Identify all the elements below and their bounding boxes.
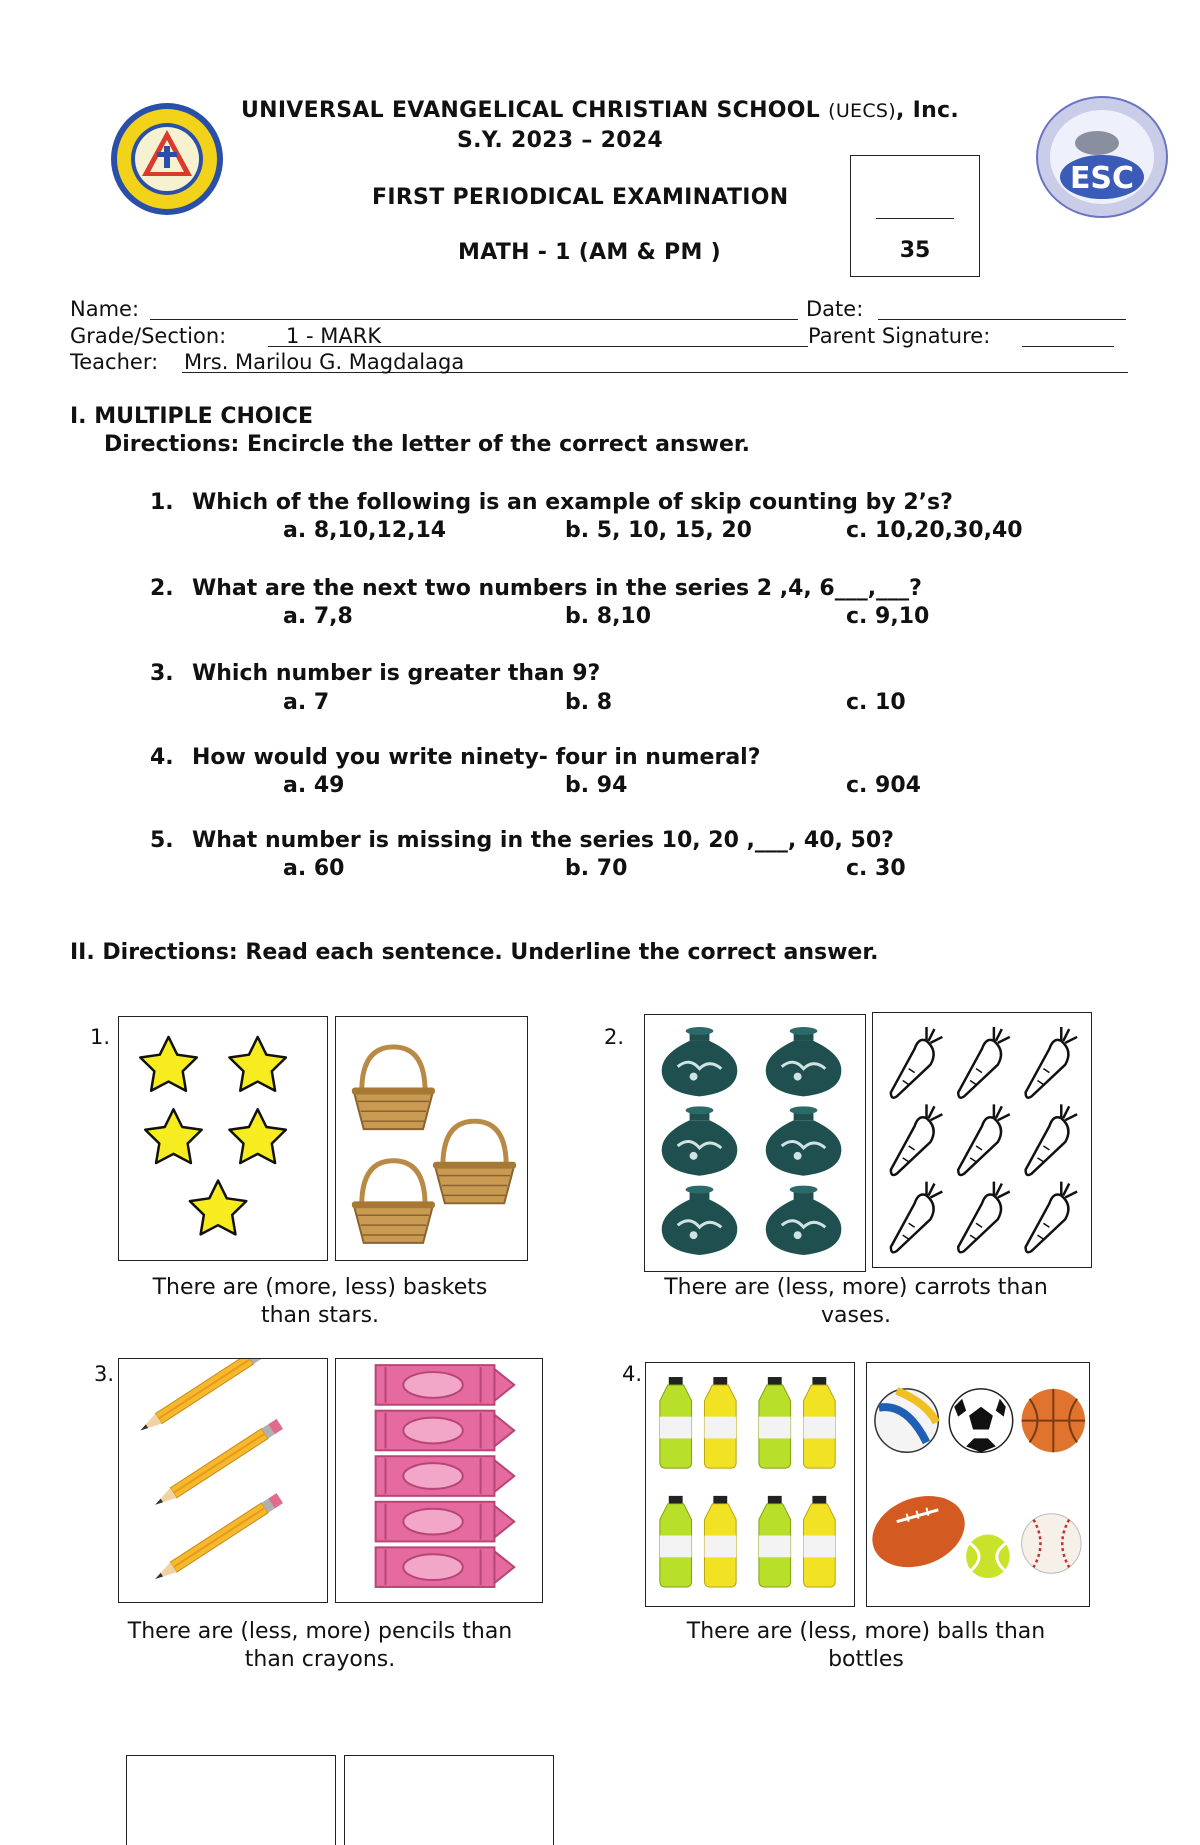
option-b[interactable]: b. 94 [565, 773, 628, 798]
bottle-icon [660, 1496, 692, 1587]
part1-directions: Directions: Encircle the letter of the correct answer. [104, 432, 750, 457]
option-a[interactable]: a. 7 [283, 690, 330, 715]
caption-line: than crayons. [244, 1647, 396, 1672]
vase-icon [766, 1027, 842, 1096]
option-c[interactable]: c. 30 [846, 856, 906, 881]
question-number: 3. [150, 661, 174, 686]
vase-icon [662, 1186, 738, 1255]
option-b[interactable]: b. 70 [565, 856, 628, 881]
teacher-label: Teacher: [70, 350, 159, 374]
option-a[interactable]: a. 7,8 [283, 604, 353, 629]
item-number: 3. [94, 1362, 115, 1386]
question-number: 1. [150, 490, 174, 515]
item-number: 4. [622, 1362, 643, 1386]
carrot-icon [958, 1182, 1010, 1253]
grade-label: Grade/Section: [70, 324, 227, 348]
part2-directions: II. Directions: Read each sentence. Underline the correct answer. [70, 940, 879, 965]
option-c[interactable]: c. 10,20,30,40 [846, 518, 1023, 543]
pencil-icon [137, 1359, 268, 1435]
carrot-icon [1026, 1104, 1078, 1175]
item-caption [646, 1618, 1086, 1674]
option-a[interactable]: a. 60 [283, 856, 345, 881]
part1-title: I. MULTIPLE CHOICE [70, 404, 313, 429]
total-score: 35 [899, 238, 931, 263]
name-field[interactable] [150, 297, 798, 320]
caption-line: than stars. [260, 1303, 380, 1328]
baseball-icon [1022, 1514, 1081, 1573]
balls-picture-box [866, 1362, 1090, 1607]
bottle-icon [803, 1377, 835, 1468]
football-icon [867, 1484, 975, 1580]
carrot-icon [891, 1027, 943, 1098]
soccer-ball-icon [949, 1389, 1012, 1452]
star-icon [229, 1109, 285, 1163]
star-icon [145, 1109, 201, 1163]
caption-line: There are (less, more) pencils than [127, 1619, 513, 1644]
crayon-icon [376, 1411, 515, 1451]
score-blank[interactable] [876, 218, 954, 219]
option-b[interactable]: b. 5, 10, 15, 20 [565, 518, 752, 543]
picture-box [344, 1755, 554, 1845]
basket-icon [352, 1161, 435, 1243]
date-label: Date: [806, 297, 864, 321]
question-text: What are the next two numbers in the series 2 ,4, 6___,___? [192, 576, 922, 601]
question-text: Which number is greater than 9? [192, 661, 601, 686]
question-text: Which of the following is an example of skip counting by 2’s? [192, 490, 953, 515]
option-c[interactable]: c. 10 [846, 690, 906, 715]
item-number: 1. [90, 1025, 111, 1049]
basketball-icon [1022, 1389, 1085, 1452]
basket-icon [352, 1047, 435, 1129]
bottle-icon [803, 1496, 835, 1587]
option-a[interactable]: a. 49 [283, 773, 345, 798]
item-caption [636, 1274, 1076, 1330]
option-b[interactable]: b. 8 [565, 690, 613, 715]
caption-line: bottles [828, 1647, 904, 1672]
stars-picture-box [118, 1016, 328, 1261]
crayons-picture-box [335, 1358, 543, 1603]
item-caption [100, 1274, 540, 1330]
carrot-icon [958, 1027, 1010, 1098]
star-icon [229, 1037, 285, 1091]
crayon-icon [376, 1365, 515, 1405]
teacher-value: Mrs. Marilou G. Magdalaga [184, 350, 465, 374]
crayon-icon [376, 1456, 515, 1496]
carrot-icon [1026, 1027, 1078, 1098]
question-number: 2. [150, 576, 174, 601]
parent-signature-label: Parent Signature: [808, 324, 991, 348]
caption-line: There are (more, less) baskets [152, 1275, 488, 1300]
caption-line: There are (less, more) carrots than [664, 1275, 1048, 1300]
option-c[interactable]: c. 9,10 [846, 604, 930, 629]
option-b[interactable]: b. 8,10 [565, 604, 652, 629]
grade-value: 1 - MARK [286, 324, 382, 348]
date-field[interactable] [878, 297, 1126, 320]
name-label: Name: [70, 297, 140, 321]
bottles-picture-box [645, 1362, 855, 1607]
vase-icon [766, 1106, 842, 1175]
carrot-icon [1026, 1182, 1078, 1253]
caption-line: There are (less, more) balls than [686, 1619, 1046, 1644]
parent-signature-field[interactable] [1022, 324, 1114, 347]
star-icon [140, 1037, 196, 1091]
school-name-text: UNIVERSAL EVANGELICAL CHRISTIAN SCHOOL [240, 98, 821, 123]
carrots-picture-box [872, 1012, 1092, 1268]
bottle-icon [704, 1377, 736, 1468]
basket-icon [433, 1121, 516, 1203]
exam-title: FIRST PERIODICAL EXAMINATION [372, 185, 789, 210]
caption-line: vases. [821, 1303, 891, 1328]
school-name [0, 98, 1200, 123]
question-number: 4. [150, 745, 174, 770]
bottle-icon [704, 1496, 736, 1587]
baskets-picture-box [335, 1016, 528, 1261]
carrot-icon [891, 1182, 943, 1253]
pencil-icon [152, 1419, 283, 1510]
crayon-icon [376, 1547, 515, 1587]
bottle-icon [759, 1377, 791, 1468]
item-caption [100, 1618, 540, 1674]
bottle-icon [660, 1377, 692, 1468]
volleyball-icon [875, 1389, 938, 1452]
school-year: S.Y. 2023 – 2024 [456, 128, 664, 153]
option-c[interactable]: c. 904 [846, 773, 921, 798]
option-a[interactable]: a. 8,10,12,14 [283, 518, 447, 543]
pencils-picture-box [118, 1358, 328, 1603]
question-text: How would you write ninety- four in numeral? [192, 745, 761, 770]
carrot-icon [958, 1104, 1010, 1175]
picture-box [126, 1755, 336, 1845]
bottle-icon [759, 1496, 791, 1587]
item-number: 2. [604, 1025, 625, 1049]
vase-icon [662, 1027, 738, 1096]
pencil-icon [152, 1493, 283, 1584]
school-abbr: (UECS) [828, 100, 896, 122]
question-text: What number is missing in the series 10, 20 ,___, 40, 50? [192, 828, 894, 853]
vase-icon [662, 1106, 738, 1175]
vases-picture-box [644, 1014, 866, 1272]
subject-title: MATH - 1 (AM & PM ) [458, 240, 721, 265]
carrot-icon [891, 1104, 943, 1175]
crayon-icon [376, 1502, 515, 1542]
score-box [850, 155, 980, 277]
tennis-ball-icon [966, 1535, 1010, 1579]
school-suffix: , Inc. [895, 98, 960, 123]
svg-text:ESC: ESC [1069, 161, 1135, 196]
vase-icon [766, 1186, 842, 1255]
question-number: 5. [150, 828, 174, 853]
star-icon [190, 1181, 246, 1235]
